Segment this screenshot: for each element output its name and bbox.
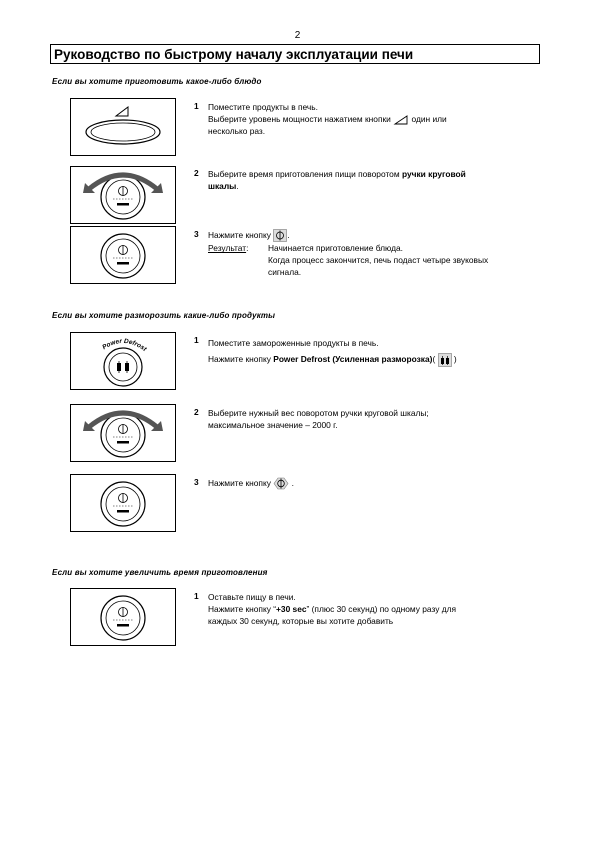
step-text: Выберите нужный вес поворотом ручки круговой шкалы; максимальное значение – 2000 г. bbox=[208, 408, 429, 430]
dial-illustration bbox=[71, 227, 175, 283]
power-level-icon bbox=[393, 115, 409, 125]
step-number: 1 bbox=[194, 101, 199, 111]
step-number: 3 bbox=[194, 229, 199, 239]
defrost-icon bbox=[117, 361, 129, 373]
start-icon bbox=[273, 477, 289, 490]
dial-weight-panel bbox=[70, 404, 176, 462]
dial-rotate-panel bbox=[70, 166, 176, 224]
step-number: 1 bbox=[194, 335, 199, 345]
power-level-panel bbox=[70, 98, 176, 156]
add-time-panel bbox=[70, 588, 176, 646]
dial-illustration bbox=[71, 167, 175, 223]
dial-illustration bbox=[71, 405, 175, 461]
power-defrost-illustration bbox=[71, 333, 175, 389]
dial-illustration bbox=[71, 589, 175, 645]
power-defrost-panel bbox=[70, 332, 176, 390]
start-icon bbox=[273, 229, 287, 242]
dial-illustration bbox=[71, 475, 175, 531]
dial-press-panel bbox=[70, 226, 176, 284]
power-level-illustration bbox=[71, 99, 175, 155]
power-defrost-arc-label: Power Defrost bbox=[101, 337, 148, 353]
step-number: 2 bbox=[194, 168, 199, 178]
step-text: Выберите время приготовления пищи поворотом ручки круговой шкалы. bbox=[208, 169, 466, 191]
section-heading-cook: Если вы хотите приготовить какое-либо блюдо bbox=[52, 77, 262, 86]
step-text: Оставьте пищу в печи. Нажмите кнопку “+30 sec” (плюс 30 секунд) по одному разу для каждых 30 секунд, которые вы хотите добавить bbox=[208, 592, 457, 626]
dial-press-panel bbox=[70, 474, 176, 532]
page-number: 2 bbox=[294, 30, 301, 41]
section-heading-defrost: Если вы хотите разморозить какие-либо продукты bbox=[52, 311, 276, 320]
step-text: Поместите замороженные продукты в печь. Нажмите кнопку Power Defrost (Усиленная разморозка)( ) bbox=[208, 335, 538, 367]
defrost-icon bbox=[438, 353, 452, 367]
section-heading-add-time: Если вы хотите увеличить время приготовления bbox=[52, 568, 268, 577]
step-number: 2 bbox=[194, 407, 199, 417]
step-number: 3 bbox=[194, 477, 199, 487]
step-text: Нажмите кнопку . bbox=[208, 477, 538, 490]
power-level-icon bbox=[116, 107, 128, 116]
page-title: Руководство по быстрому началу эксплуатации печи bbox=[50, 44, 540, 64]
step-text: Нажмите кнопку . Результат: Начинается приготовление блюда. Когда процесс закончится, печь подаст четыре звуковых сигнала. bbox=[208, 230, 489, 278]
step-text: Поместите продукты в печь. Выберите уровень мощности нажатием кнопки один или несколько раз. bbox=[208, 102, 447, 136]
step-number: 1 bbox=[194, 591, 199, 601]
